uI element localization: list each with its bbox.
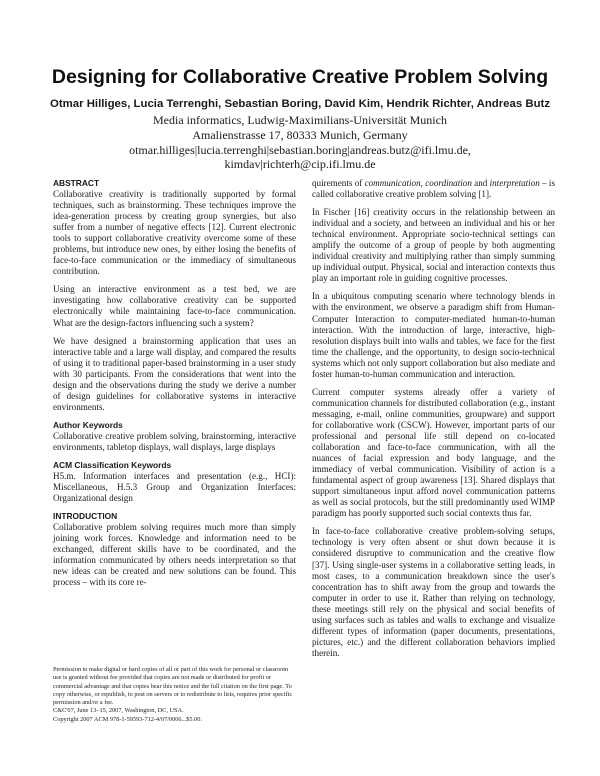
author-list: Otmar Hilliges, Lucia Terrenghi, Sebastian Boring, David Kim, Hendrik Richter, Andreas Butz [49,98,551,110]
venue-text: C&C'07, June 13–15, 2007, Washington, DC, USA. [53,707,184,715]
body-text: , [420,178,426,188]
copyright-notice [53,666,296,724]
body-paragraph: In Fischer [16] creativity occurs in the relationship between an individual and a society, and between an individual and his or her technical environment. Appropriate socio-technical settings can amplify the outcome of a group of people by both augmenting individual creativity and multiplying rather than simply summing up individual output. Physical, social and interaction contexts thus play an important role in guiding cognitive processes. [312,207,555,284]
affiliation-emails: otmar.hilliges|lucia.terrenghi|sebastian.boring|andreas.butz@ifi.lmu.de, [129,143,471,157]
body-text: – is called collaborative creative problem solving [1]. [312,178,555,200]
body-text: and [471,178,490,188]
keywords-text: Collaborative creative problem solving, brainstorming, interactive environments, tabletop displays, wall displays, large displays [53,430,296,452]
emphasis-interpretation: interpretation [489,178,540,188]
emphasis-coordination: coordination [425,178,472,188]
paper-title: Designing for Collaborative Creative Problem Solving [51,66,549,88]
keywords-heading: Author Keywords [53,419,123,430]
acm-text: H5.m. Information interfaces and presentation (e.g., HCI): Miscellaneous, H.5.3 Group and Organization Interfaces: Organizational design [53,470,296,504]
abstract-paragraph: Using an interactive environment as a test bed, we are investigating how collaborative creativity can be supported electronically while maintaining face-to-face communication. What are the design-factors influencing such a system? [53,284,296,328]
abstract-heading: ABSTRACT [53,178,100,188]
right-column [312,178,555,666]
affiliation-emails-2: kimdav|richterh@cip.ifi.lmu.de [224,157,376,171]
body-paragraph [312,178,555,200]
body-text: quirements of [312,178,365,188]
introduction-heading: INTRODUCTION [53,511,118,522]
body-paragraph: In a ubiquitous computing scenario where technology blends in with the environment, we observe a paradigm shift from Human-Computer Interaction to computer-mediated human-to-human interaction. With the introduction of large, interactive, high-resolution displays built into walls and tables, we face for the first time the challenge, and the opportunity, to design socio-technical systems which not only support collaboration but also mediate and foster human-to-human communication and interaction. [312,291,555,379]
body-paragraph: Current computer systems already offer a variety of communication channels for distributed collaboration (e.g., instant messaging, e-mail, online communities, groupware) and support for collaborative work (CSCW). However, important parts of our professional and personal life still depend on co-located collaboration and face-to-face communication, with all the nuances of facial expression and body language, and the immediacy of verbal communication. Visibility of action is a fundamental aspect of group awareness [13]. Shared displays that support simultaneous input afford novel communication patterns as well as social protocols, but the still predominantly used WIMP paradigm has poorly supported such social contexts thus far. [312,386,555,519]
left-column [53,178,296,595]
abstract-paragraph: We have designed a brainstorming application that uses an interactive table and a large wall display, and compared the results of using it to traditional paper-based brainstorming in a user study with 30 participants. From the considerations that went into the design and the observations during the study we derive a number of design guidelines for collaborative systems in interactive environments. [53,335,296,412]
introduction-paragraph: Collaborative problem solving requires much more than simply joining work forces. Knowledge and information need to be exchanged, different skills have to be coordinated, and the information communicated by others needs interpretation so that new ideas can be created and new solutions can be found. This process – with its core re- [53,522,296,588]
acm-heading: ACM Classification Keywords [53,459,172,470]
abstract-paragraph: Collaborative creativity is traditionally supported by formal techniques, such as brainstorming. These techniques improve the idea-generation process by creating group synergies, but also suffer from a number of negative effects [12]. Current electronic tools to support collaborative creativity overcome some of these problems, but introduce new ones, by either losing the benefits of face-to-face communication or the immediacy of simultaneous contribution. [53,189,296,277]
permission-text: Permission to make digital or hard copies of all or part of this work for personal or classroom use is granted without fee provided that copies are not made or distributed for profit or commercial advantage and that copies bear this notice and the full citation on the first page. To copy otherwise, or republish, to post on servers or to redistribute to lists, requires prior specific permission and/or a fee. [53,666,293,706]
body-paragraph: In face-to-face collaborative creative problem-solving setups, technology is very often absent or shut down because it is considered disruptive to communication and the creative flow [37]. Using single-user systems in a collaborative setting leads, in most cases, to a communication breakdown since the user's concentration has to shift away from the group and towards the computer in order to use it. Rather than relying on technology, these meetings still rely on the physical and social benefits of using surfaces such as tables and walls to exchange and visualize different types of information (paper documents, presentations, pictures, etc.) and the different collaboration behaviors implied therein. [312,526,555,658]
copyright-text: Copyright 2007 ACM 978-1-59593-712-4/07/0006...$5.00. [53,715,203,723]
affiliation-address: Amalienstrasse 17, 80333 Munich, Germany [192,128,408,142]
emphasis-communication: communication [364,178,421,188]
affiliation-line: Media informatics, Ludwig-Maximilians-Universität Munich [153,113,447,127]
